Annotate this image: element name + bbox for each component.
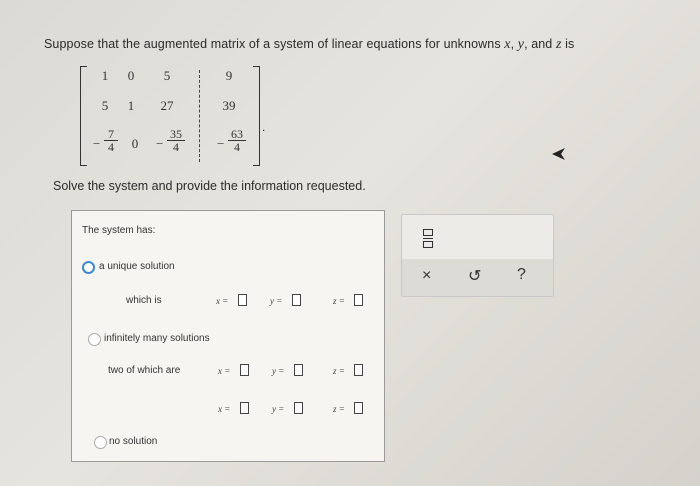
matrix-period: . (262, 120, 266, 134)
question-sep2: , and (524, 37, 553, 51)
m31-sign: − (93, 136, 101, 151)
instruction-text: Solve the system and provide the information requested. (53, 179, 366, 193)
which-is-label: which is (126, 295, 162, 306)
m34-den: 4 (234, 140, 240, 154)
toolbar-actions (402, 259, 553, 296)
m23: 27 (160, 98, 174, 113)
m14: 9 (225, 68, 233, 83)
m33-num: 35 (170, 127, 182, 141)
inf1-z-label: z = (333, 366, 345, 376)
m31-den: 4 (108, 140, 114, 154)
m34-num: 63 (231, 127, 243, 141)
matrix-right-bracket (253, 66, 260, 166)
m34-sign: − (217, 136, 225, 151)
inf1-z-input[interactable] (354, 364, 363, 376)
fraction-icon[interactable] (423, 229, 433, 248)
question-prefix: Suppose that the augmented matrix of a system of linear equations for unknowns (44, 37, 501, 51)
unique-solution-radio[interactable] (82, 261, 95, 274)
panel-heading: The system has: (82, 225, 156, 236)
m33-sign: − (156, 136, 164, 151)
no-solution-radio[interactable] (94, 436, 107, 449)
mouse-cursor-icon (552, 148, 566, 160)
math-toolbar (401, 214, 554, 297)
question-text (44, 37, 574, 53)
var-y: y (517, 37, 525, 52)
m11: 1 (101, 68, 109, 83)
unique-z-label: z = (333, 296, 345, 306)
inf2-x-input[interactable] (240, 402, 249, 414)
m34-fraction (228, 128, 246, 153)
inf1-y-input[interactable] (294, 364, 303, 376)
inf1-y-label: y = (272, 366, 285, 376)
matrix-left-bracket (80, 66, 87, 166)
unique-x-input[interactable] (238, 294, 247, 306)
inf2-z-label: z = (333, 404, 345, 414)
m31-num: 7 (108, 127, 114, 141)
unique-y-label: y = (270, 296, 283, 306)
inf2-x-label: x = (218, 404, 231, 414)
question-suffix: is (565, 37, 575, 51)
help-icon[interactable]: ? (517, 266, 526, 283)
two-of-which-label: two of which are (108, 365, 181, 376)
var-x: x (504, 37, 511, 52)
infinite-solutions-label[interactable]: infinitely many solutions (104, 333, 210, 344)
m24: 39 (222, 98, 236, 113)
m22: 1 (127, 98, 135, 113)
m31-fraction (104, 128, 118, 153)
inf1-x-label: x = (218, 366, 231, 376)
unique-solution-label[interactable]: a unique solution (99, 261, 175, 272)
inf2-z-input[interactable] (354, 402, 363, 414)
answer-panel (71, 210, 385, 462)
var-z: z (555, 37, 562, 52)
no-solution-label[interactable]: no solution (109, 436, 158, 447)
m12: 0 (127, 68, 135, 83)
m32: 0 (131, 136, 139, 151)
undo-icon[interactable]: ↺ (468, 268, 482, 285)
unique-x-label: x = (216, 296, 229, 306)
unique-z-input[interactable] (354, 294, 363, 306)
m21: 5 (101, 98, 109, 113)
question-sep1: , (510, 37, 515, 51)
inf1-x-input[interactable] (240, 364, 249, 376)
augmented-matrix (80, 66, 260, 166)
unique-y-input[interactable] (292, 294, 301, 306)
inf2-y-label: y = (272, 404, 285, 414)
clear-icon[interactable]: × (422, 267, 432, 284)
infinite-solutions-radio[interactable] (88, 333, 101, 346)
augment-divider (199, 70, 201, 162)
m33-den: 4 (173, 140, 179, 154)
m33-fraction (167, 128, 185, 153)
inf2-y-input[interactable] (294, 402, 303, 414)
m13: 5 (163, 68, 171, 83)
